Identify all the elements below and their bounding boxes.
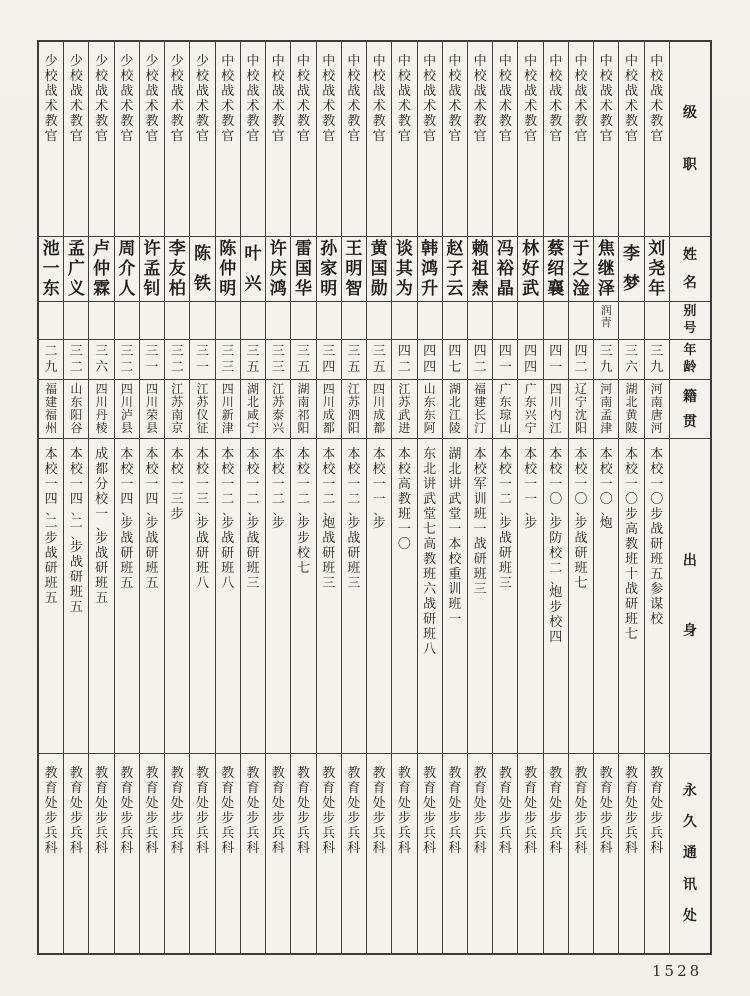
rank-cell: 中 校 战 术 教 官 bbox=[216, 42, 240, 237]
rank-cell: 中 校 战 术 教 官 bbox=[418, 42, 442, 237]
rank-cell: 中 校 战 术 教 官 bbox=[241, 42, 265, 237]
person-column bbox=[190, 42, 215, 953]
name-cell: 孙 家 明 bbox=[317, 237, 341, 302]
alias-cell bbox=[216, 302, 240, 340]
age-cell: 三 五 bbox=[241, 340, 265, 380]
age-cell: 三 六 bbox=[619, 340, 643, 380]
person-column bbox=[39, 42, 64, 953]
row-header-name: 姓 名 bbox=[670, 237, 710, 302]
name-cell: 林 好 武 bbox=[518, 237, 542, 302]
native-place-cell: 河 南 孟 津 bbox=[594, 380, 618, 439]
age-cell: 三 五 bbox=[342, 340, 366, 380]
row-header-age: 年 龄 bbox=[670, 340, 710, 380]
alias-cell bbox=[317, 302, 341, 340]
alias-cell bbox=[39, 302, 63, 340]
alias-cell bbox=[64, 302, 88, 340]
address-cell: 教 育 处 步 兵 科 bbox=[95, 766, 109, 856]
rank-cell: 中 校 战 术 教 官 bbox=[619, 42, 643, 237]
person-column bbox=[468, 42, 493, 953]
native-place-cell: 江 苏 南 京 bbox=[165, 380, 189, 439]
age-cell: 三 一 bbox=[190, 340, 214, 380]
background-cell: 本 校 一 三 步 bbox=[165, 439, 189, 754]
age-cell: 三 六 bbox=[89, 340, 113, 380]
name-cell: 黄 国 勋 bbox=[367, 237, 391, 302]
background-cell: 本 校 一 二 、 步 战 研 班 三 bbox=[241, 439, 265, 754]
name-cell: 雷 国 华 bbox=[291, 237, 315, 302]
person-column bbox=[392, 42, 417, 953]
background-cell: 本 校 一 二 、 步 bbox=[266, 439, 290, 754]
background-cell: 本 校 一 二 、 步 步 校 七 bbox=[291, 439, 315, 754]
name-cell: 孟 广 义 bbox=[64, 237, 88, 302]
native-place-cell: 福 建 福 州 bbox=[39, 380, 63, 439]
age-cell: 四 四 bbox=[518, 340, 542, 380]
rank-cell: 少 校 战 术 教 官 bbox=[190, 42, 214, 237]
rank-cell: 中 校 战 术 教 官 bbox=[291, 42, 315, 237]
age-cell: 四 七 bbox=[443, 340, 467, 380]
address-cell: 教 育 处 步 兵 科 bbox=[145, 766, 159, 856]
name-cell: 陈 仲 明 bbox=[216, 237, 240, 302]
row-header-rank: 级 职 bbox=[670, 42, 710, 237]
address-cell: 教 育 处 步 兵 科 bbox=[448, 766, 462, 856]
rank-cell: 少 校 战 术 教 官 bbox=[89, 42, 113, 237]
background-cell: 本 校 一 一 、 步 bbox=[518, 439, 542, 754]
native-place-cell: 四 川 荣 县 bbox=[140, 380, 164, 439]
alias-cell bbox=[342, 302, 366, 340]
alias-cell bbox=[241, 302, 265, 340]
row-header-column bbox=[670, 42, 710, 953]
alias-cell bbox=[367, 302, 391, 340]
alias-cell bbox=[544, 302, 568, 340]
background-cell: 本 校 一 一 、 步 bbox=[367, 439, 391, 754]
background-cell: 本 校 一 〇 、 步 战 研 班 七 bbox=[569, 439, 593, 754]
alias-cell bbox=[569, 302, 593, 340]
name-cell: 韩 鸿 升 bbox=[418, 237, 442, 302]
age-cell: 三 二 bbox=[165, 340, 189, 380]
age-cell: 二 九 bbox=[39, 340, 63, 380]
address-cell: 教 育 处 步 兵 科 bbox=[271, 766, 285, 856]
address-cell: 教 育 处 步 兵 科 bbox=[372, 766, 386, 856]
name-cell: 王 明 智 bbox=[342, 237, 366, 302]
background-cell: 本 校 一 四 、 二 、 步 战 研 班 五 bbox=[64, 439, 88, 754]
rank-cell: 中 校 战 术 教 官 bbox=[266, 42, 290, 237]
background-cell: 本 校 一 四 、 步 战 研 班 五 bbox=[140, 439, 164, 754]
rank-cell: 少 校 战 术 教 官 bbox=[165, 42, 189, 237]
rank-cell: 中 校 战 术 教 官 bbox=[317, 42, 341, 237]
address-cell: 教 育 处 步 兵 科 bbox=[221, 766, 235, 856]
rank-cell: 中 校 战 术 教 官 bbox=[569, 42, 593, 237]
alias-cell bbox=[443, 302, 467, 340]
name-cell: 许 庆 鸿 bbox=[266, 237, 290, 302]
person-column bbox=[115, 42, 140, 953]
age-cell: 三 四 bbox=[317, 340, 341, 380]
background-cell: 东 北 讲 武 堂 七 高 教 班 六 战 研 班 八 bbox=[418, 439, 442, 754]
background-cell: 本 校 一 四 、 二 步 战 研 班 五 bbox=[39, 439, 63, 754]
age-cell: 三 三 bbox=[216, 340, 240, 380]
name-cell: 于 之 淦 bbox=[569, 237, 593, 302]
alias-cell bbox=[291, 302, 315, 340]
person-column bbox=[544, 42, 569, 953]
rank-cell: 中 校 战 术 教 官 bbox=[468, 42, 492, 237]
background-cell: 本 校 一 〇 步 高 教 班 十 战 研 班 七 bbox=[619, 439, 643, 754]
background-cell: 本 校 一 〇 、 步 防 校 二 、 炮 步 校 四 bbox=[544, 439, 568, 754]
alias-cell bbox=[418, 302, 442, 340]
row-header-alias: 别 号 bbox=[670, 302, 710, 340]
background-cell: 本 校 一 二 、 炮 战 研 班 三 bbox=[317, 439, 341, 754]
name-cell: 卢 仲 霖 bbox=[89, 237, 113, 302]
rank-cell: 中 校 战 术 教 官 bbox=[518, 42, 542, 237]
age-cell: 三 九 bbox=[645, 340, 669, 380]
alias-cell bbox=[140, 302, 164, 340]
rank-cell: 中 校 战 术 教 官 bbox=[544, 42, 568, 237]
age-cell: 三 九 bbox=[594, 340, 618, 380]
person-column bbox=[64, 42, 89, 953]
native-place-cell: 四 川 内 江 bbox=[544, 380, 568, 439]
person-column bbox=[266, 42, 291, 953]
row-header-address: 永 久 通 讯 处 bbox=[682, 783, 697, 924]
address-cell: 教 育 处 步 兵 科 bbox=[498, 766, 512, 856]
page-number: 1528 bbox=[652, 962, 703, 980]
name-cell: 李 友 柏 bbox=[165, 237, 189, 302]
rank-cell: 少 校 战 术 教 官 bbox=[140, 42, 164, 237]
name-cell: 李 梦 bbox=[619, 237, 643, 302]
roster-table bbox=[37, 40, 712, 955]
age-cell: 四 二 bbox=[468, 340, 492, 380]
address-cell: 教 育 处 步 兵 科 bbox=[397, 766, 411, 856]
alias-cell bbox=[518, 302, 542, 340]
alias-cell bbox=[619, 302, 643, 340]
age-cell: 四 二 bbox=[392, 340, 416, 380]
age-cell: 三 二 bbox=[64, 340, 88, 380]
name-cell: 池 一 东 bbox=[39, 237, 63, 302]
age-cell: 四 一 bbox=[544, 340, 568, 380]
alias-cell bbox=[493, 302, 517, 340]
native-place-cell: 辽 宁 沈 阳 bbox=[569, 380, 593, 439]
address-cell: 教 育 处 步 兵 科 bbox=[524, 766, 538, 856]
native-place-cell: 江 苏 泰 兴 bbox=[266, 380, 290, 439]
name-cell: 谈 其 为 bbox=[392, 237, 416, 302]
name-cell: 赖 祖 焘 bbox=[468, 237, 492, 302]
alias-cell bbox=[392, 302, 416, 340]
address-cell: 教 育 处 步 兵 科 bbox=[170, 766, 184, 856]
background-cell: 成 都 分 校 一 、 步 战 研 班 五 bbox=[89, 439, 113, 754]
rank-cell: 少 校 战 术 教 官 bbox=[64, 42, 88, 237]
person-column bbox=[418, 42, 443, 953]
person-column bbox=[89, 42, 114, 953]
person-column bbox=[291, 42, 316, 953]
age-cell: 三 二 bbox=[115, 340, 139, 380]
background-cell: 本 校 一 〇 步 战 研 班 五 参 谋 校 bbox=[645, 439, 669, 754]
address-cell: 教 育 处 步 兵 科 bbox=[574, 766, 588, 856]
native-place-cell: 湖 北 黄 陂 bbox=[619, 380, 643, 439]
background-cell: 湖 北 讲 武 堂 一 本 校 重 训 班 一 bbox=[443, 439, 467, 754]
row-header-background: 出 身 bbox=[670, 439, 710, 754]
person-column bbox=[518, 42, 543, 953]
native-place-cell: 山 东 东 阿 bbox=[418, 380, 442, 439]
native-place-cell: 湖 北 江 陵 bbox=[443, 380, 467, 439]
native-place-cell: 四 川 新 津 bbox=[216, 380, 240, 439]
background-cell: 本 校 军 训 班 一 战 研 班 三 bbox=[468, 439, 492, 754]
address-cell: 教 育 处 步 兵 科 bbox=[473, 766, 487, 856]
address-cell: 教 育 处 步 兵 科 bbox=[246, 766, 260, 856]
name-cell: 冯 裕 晶 bbox=[493, 237, 517, 302]
person-column bbox=[594, 42, 619, 953]
rank-cell: 中 校 战 术 教 官 bbox=[493, 42, 517, 237]
person-column bbox=[645, 42, 670, 953]
rank-cell: 少 校 战 术 教 官 bbox=[39, 42, 63, 237]
background-cell: 本 校 一 三 、 步 战 研 班 八 bbox=[190, 439, 214, 754]
person-column bbox=[216, 42, 241, 953]
person-column bbox=[619, 42, 644, 953]
alias-cell bbox=[645, 302, 669, 340]
background-cell: 本 校 一 二 、 步 战 研 班 三 bbox=[342, 439, 366, 754]
row-header-native-place: 籍 贯 bbox=[670, 380, 710, 439]
address-cell: 教 育 处 步 兵 科 bbox=[69, 766, 83, 856]
native-place-cell: 江 苏 泗 阳 bbox=[342, 380, 366, 439]
person-column bbox=[140, 42, 165, 953]
person-column bbox=[241, 42, 266, 953]
person-column bbox=[342, 42, 367, 953]
background-cell: 本 校 一 二 、 步 战 研 班 三 bbox=[493, 439, 517, 754]
name-cell: 许 孟 钊 bbox=[140, 237, 164, 302]
background-cell: 本 校 高 教 班 一 〇 bbox=[392, 439, 416, 754]
rank-cell: 中 校 战 术 教 官 bbox=[594, 42, 618, 237]
age-cell: 四 四 bbox=[418, 340, 442, 380]
address-cell: 教 育 处 步 兵 科 bbox=[347, 766, 361, 856]
person-column bbox=[367, 42, 392, 953]
alias-cell bbox=[266, 302, 290, 340]
rank-cell: 中 校 战 术 教 官 bbox=[443, 42, 467, 237]
native-place-cell: 湖 南 祁 阳 bbox=[291, 380, 315, 439]
native-place-cell: 广 东 琼 山 bbox=[493, 380, 517, 439]
native-place-cell: 广 东 兴 宁 bbox=[518, 380, 542, 439]
native-place-cell: 福 建 长 汀 bbox=[468, 380, 492, 439]
address-cell: 教 育 处 步 兵 科 bbox=[549, 766, 563, 856]
address-cell: 教 育 处 步 兵 科 bbox=[650, 766, 664, 856]
address-cell: 教 育 处 步 兵 科 bbox=[599, 766, 613, 856]
address-cell: 教 育 处 步 兵 科 bbox=[322, 766, 336, 856]
age-cell: 三 三 bbox=[266, 340, 290, 380]
name-cell: 周 介 人 bbox=[115, 237, 139, 302]
rank-cell: 中 校 战 术 教 官 bbox=[367, 42, 391, 237]
background-cell: 本 校 一 〇 、 炮 bbox=[594, 439, 618, 754]
person-column bbox=[569, 42, 594, 953]
background-cell: 本 校 一 二 、 步 战 研 班 八 bbox=[216, 439, 240, 754]
address-cell: 教 育 处 步 兵 科 bbox=[423, 766, 437, 856]
name-cell: 焦 继 泽 bbox=[594, 237, 618, 302]
rank-cell: 中 校 战 术 教 官 bbox=[392, 42, 416, 237]
name-cell: 陈 铁 bbox=[190, 237, 214, 302]
age-cell: 三 一 bbox=[140, 340, 164, 380]
rank-cell: 中 校 战 术 教 官 bbox=[645, 42, 669, 237]
age-cell: 三 五 bbox=[291, 340, 315, 380]
native-place-cell: 四 川 成 都 bbox=[367, 380, 391, 439]
alias-cell bbox=[165, 302, 189, 340]
age-cell: 三 五 bbox=[367, 340, 391, 380]
alias-cell bbox=[468, 302, 492, 340]
address-cell: 教 育 处 步 兵 科 bbox=[625, 766, 639, 856]
name-cell: 赵 子 云 bbox=[443, 237, 467, 302]
address-cell: 教 育 处 步 兵 科 bbox=[196, 766, 210, 856]
address-cell: 教 育 处 步 兵 科 bbox=[296, 766, 310, 856]
alias-cell: 润 青 bbox=[594, 302, 618, 340]
background-cell: 本 校 一 四 、 步 战 研 班 五 bbox=[115, 439, 139, 754]
alias-cell bbox=[115, 302, 139, 340]
address-cell: 教 育 处 步 兵 科 bbox=[44, 766, 58, 856]
native-place-cell: 四 川 成 都 bbox=[317, 380, 341, 439]
alias-cell bbox=[89, 302, 113, 340]
rank-cell: 中 校 战 术 教 官 bbox=[342, 42, 366, 237]
person-column bbox=[443, 42, 468, 953]
rank-cell: 少 校 战 术 教 官 bbox=[115, 42, 139, 237]
name-cell: 叶 兴 bbox=[241, 237, 265, 302]
person-column bbox=[493, 42, 518, 953]
alias-cell bbox=[190, 302, 214, 340]
native-place-cell: 山 东 阳 谷 bbox=[64, 380, 88, 439]
native-place-cell: 湖 北 咸 宁 bbox=[241, 380, 265, 439]
native-place-cell: 江 苏 武 进 bbox=[392, 380, 416, 439]
name-cell: 蔡 绍 襄 bbox=[544, 237, 568, 302]
address-cell: 教 育 处 步 兵 科 bbox=[120, 766, 134, 856]
age-cell: 四 一 bbox=[493, 340, 517, 380]
native-place-cell: 河 南 唐 河 bbox=[645, 380, 669, 439]
age-cell: 四 二 bbox=[569, 340, 593, 380]
native-place-cell: 四 川 丹 棱 bbox=[89, 380, 113, 439]
person-column bbox=[317, 42, 342, 953]
person-column bbox=[165, 42, 190, 953]
native-place-cell: 江 苏 仪 征 bbox=[190, 380, 214, 439]
name-cell: 刘 尧 年 bbox=[645, 237, 669, 302]
native-place-cell: 四 川 泸 县 bbox=[115, 380, 139, 439]
